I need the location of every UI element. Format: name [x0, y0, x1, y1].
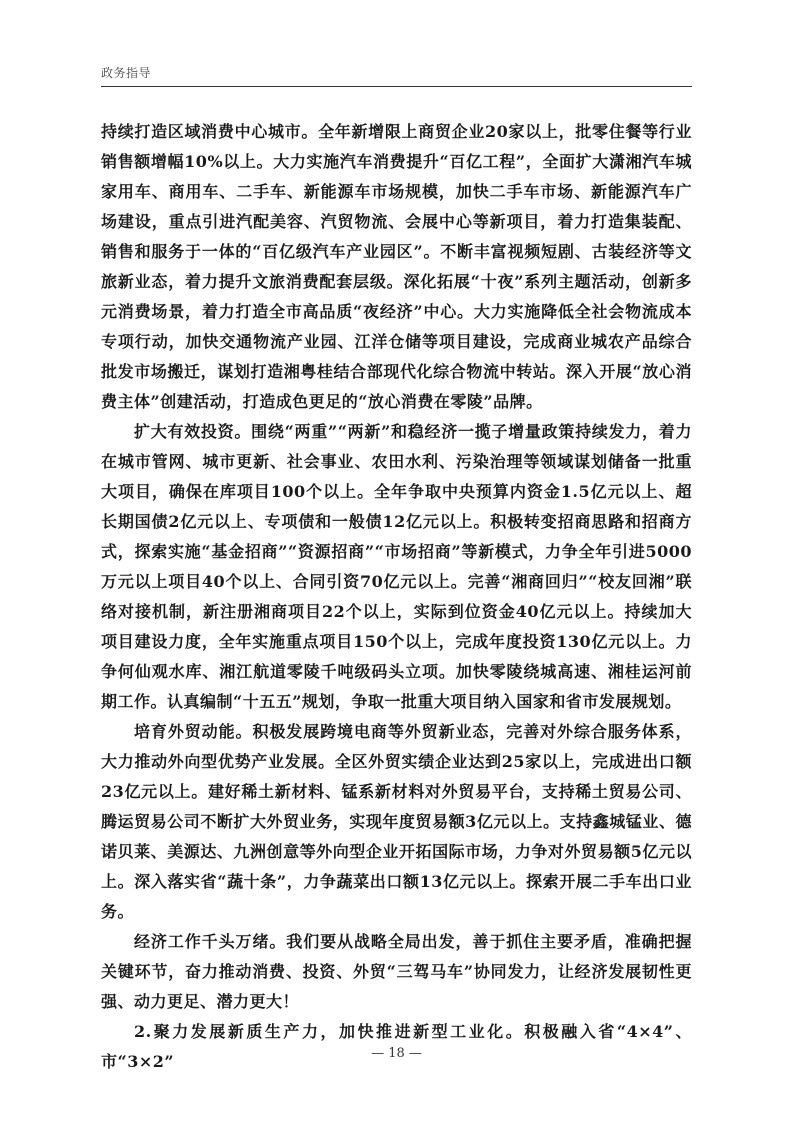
paragraph-consumption: 持续打造区域消费中心城市。全年新增限上商贸企业20家以上，批零住餐等行业销售额增幅10%以上。大力实施汽车消费提升“百亿工程”，全面扩大潇湘汽车城家用车、商用车、二手车、新能源车市场规模，加快二手车市场、新能源汽车广场建设，重点引进汽配美容、汽贸物流、会展中心等新项目，着力打造集装配、销售和服务于一体的“百亿级汽车产业园区”。不断丰富视频短剧、古装经济等文旅新业态，着力提升文旅消费配套层级。深化拓展“十夜”系列主题活动，创新多元消费场景，着力打造全市高品质“夜经济”中心。大力实施降低全社会物流成本专项行动，加快交通物流产业园、江洋仓储等项目建设，完成商业城农产品综合批发市场搬迁，谋划打造湘粤桂结合部现代化综合物流中转站。深入开展“放心消费主体”创建活动，打造成色更足的“放心消费在零陵”品牌。: [101, 122, 692, 411]
paragraph-investment: 扩大有效投资。围绕“两重”“两新”和稳经济一揽子增量政策持续发力，着力在城市管网、城市更新、社会事业、农田水利、污染治理等领域谋划储备一批重大项目，确保在库项目100个以上。全年争取中央预算内资金1.5亿元以上、超长期国债2亿元以上、专项债和一般债12亿元以上。积极转变招商思路和招商方式，探索实施“基金招商”“资源招商”“市场招商”等新模式，力争全年引进5000万元以上项目40个以上、合同引资70亿元以上。完善“湘商回归”“校友回湘”联络对接机制，新注册湘商项目22个以上，实际到位资金40亿元以上。持续加大项目建设力度，全年实施重点项目150个以上，完成年度投资130亿元以上。力争何仙观水库、湘江航道零陵千吨级码头立项。加快零陵绕城高速、湘桂运河前期工作。认真编制“十五五”规划，争取一批重大项目纳入国家和省市发展规划。: [101, 422, 692, 711]
page-header: [101, 64, 692, 87]
document-body: [101, 117, 692, 1077]
header-title: 政务指导: [101, 66, 152, 80]
paragraph-section-2: 2.聚力发展新质生产力，加快推进新型工业化。积极融入省“4×4”、市“3×2”: [101, 1022, 692, 1071]
paragraph-summary: 经济工作千头万绪。我们要从战略全局出发，善于抓住主要矛盾，准确把握关键环节，奋力推动消费、投资、外贸“三驾马车”协同发力，让经济发展韧性更强、动力更足、潜力更大！: [101, 932, 692, 1011]
page-number: — 18 —: [371, 1046, 422, 1061]
paragraph-foreign-trade: 培育外贸动能。积极发展跨境电商等外贸新业态，完善对外综合服务体系，大力推动外向型优势产业发展。全区外贸实绩企业达到25家以上，完成进出口额23亿元以上。建好稀土新材料、锰系新材料对外贸易平台，支持稀土贸易公司、腾运贸易公司不断扩大外贸业务，实现年度贸易额3亿元以上。支持鑫城锰业、德诺贝莱、美源达、九洲创意等外向型企业开拓国际市场，力争对外贸易额5亿元以上。深入落实省“蔬十条”，力争蔬菜出口额13亿元以上。探索开展二手车出口业务。: [101, 722, 692, 921]
